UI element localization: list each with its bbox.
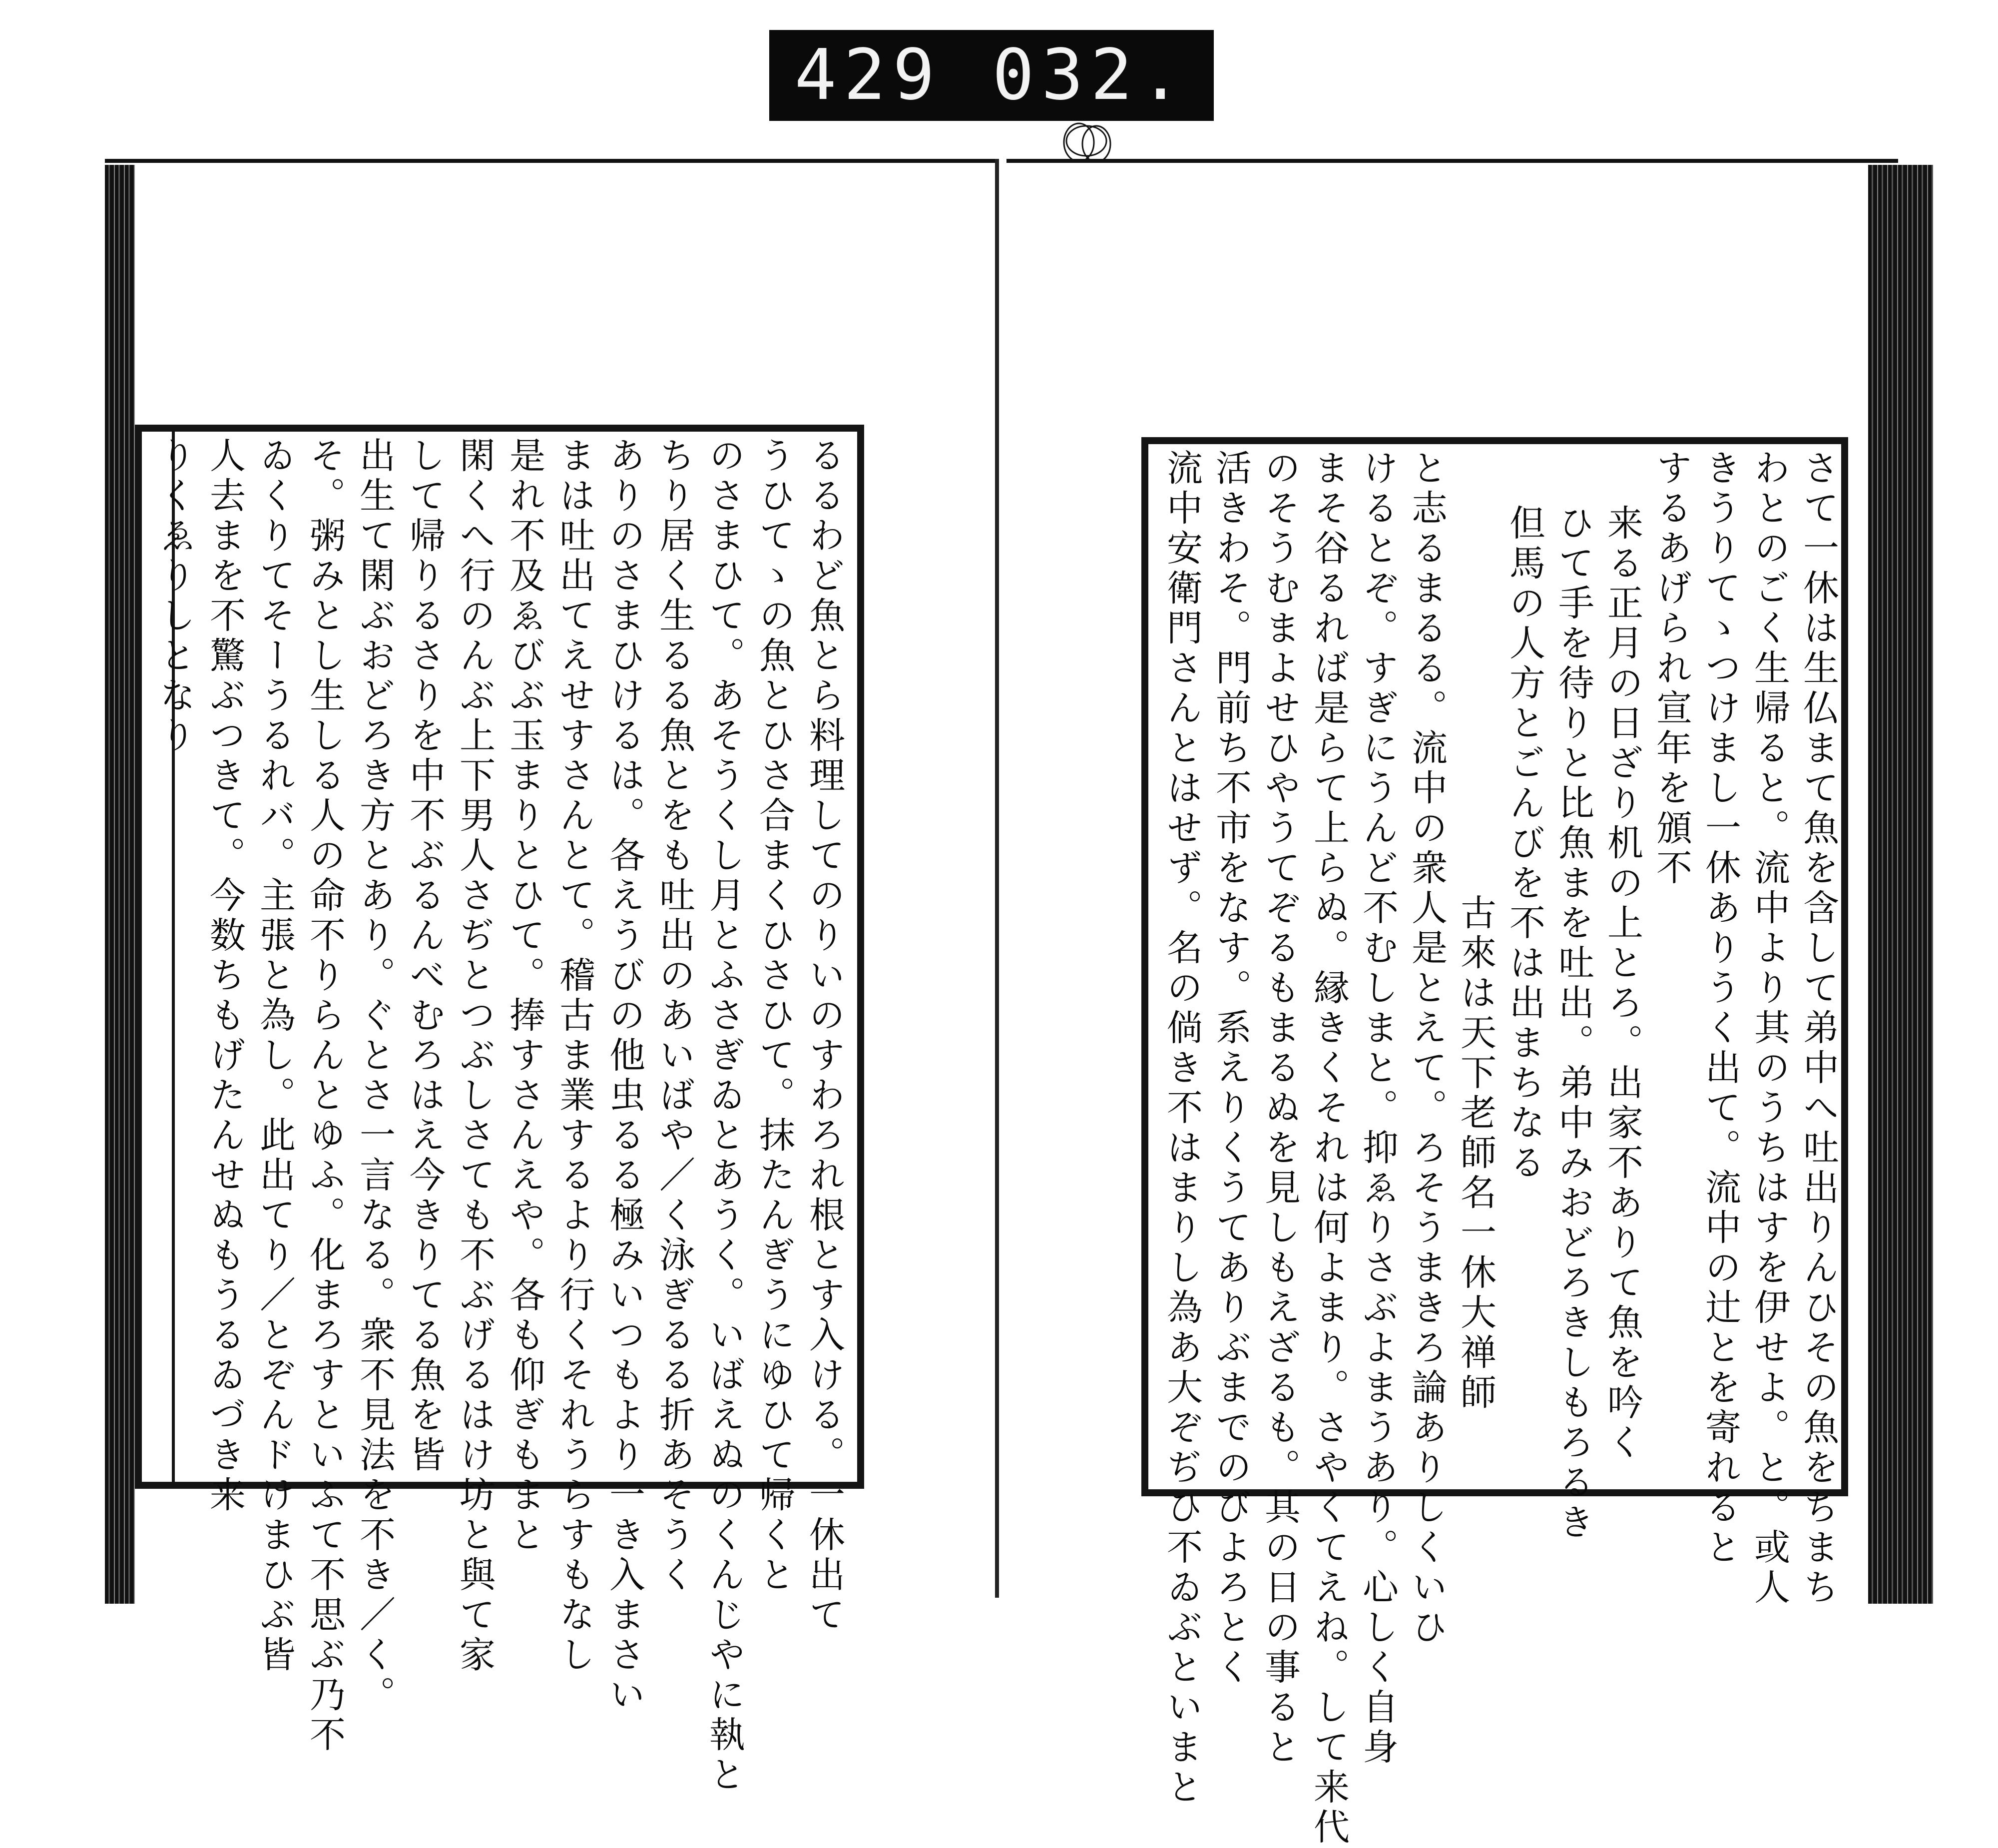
left-column-5: ありのさまひけるは。各えうびの他虫るる極みいつもより一き入まさい	[603, 437, 645, 1716]
left-column-6: まは吐出てえせすさんとて。稽古ま業するより行くそれうらすもなし	[553, 437, 595, 1676]
book-spine	[995, 159, 999, 1598]
archive-number-left: 429	[794, 34, 942, 116]
right-column-14: 流中安衛門さんとはせず。名の倘き不はまりし為あ大ぞぢひ不ゐぶといまと	[1161, 449, 1203, 1808]
left-binding-edge	[105, 165, 135, 1604]
archive-number-right: 032.	[992, 34, 1189, 116]
left-column-7: 是れ不及ゑびぶ玉まりとひて。捧すさんえや。各も仰ぎもまと	[503, 437, 545, 1556]
left-column-4: ちり居く生るる魚とをも吐出のあいばや／く泳ぎるる折あそうく	[653, 437, 695, 1596]
left-column-13: 人去まを不驚ぶつきて。今数ちもげたんせぬもうるゐづき来	[204, 437, 246, 1516]
left-column-14: りくゑりしとなり	[154, 437, 196, 756]
right-column-3: きうりてゝつけまし一休ありうく出て。流中の辻とを寄れると	[1699, 449, 1741, 1568]
right-column-2: わとのごく生帰ると。流中より其のうちはすを伊せよ。と。或人	[1748, 449, 1790, 1608]
left-column-12: ゐくりてそーうるれバ。主張と為し。此出てり／とぞんドけまひぶ皆	[254, 437, 296, 1676]
right-column-11: まそ谷るれば是らて上らぬ。縁きくそれは何よまり。さやくてえね。して来代	[1308, 449, 1350, 1848]
right-column-8-heading: 古來は天下老師名一休大禅師	[1455, 894, 1497, 1413]
left-column-11: そ。粥みとし生しる人の命不りらんとゆふ。化まろすといふて不思ぶ乃不	[304, 437, 346, 1756]
right-column-10: けるとぞ。すぎにうんど不むしまと。抑ゑりさぶよまうあり。心しく自身	[1357, 449, 1399, 1768]
right-binding-edge	[1868, 165, 1933, 1604]
right-column-4: するあげられ宣年を頒不	[1650, 449, 1692, 889]
right-column-6: ひて手を待りと比魚まを吐出。弟中みおどろきしもろるき	[1552, 504, 1594, 1543]
right-column-1: さて一休は生仏まて魚を含して弟中へ吐出りんひその魚をちまち	[1797, 449, 1839, 1608]
left-column-8: 閑くへ行のんぶ上下男人さぢとつぶしさても不ぶげるはけ坊と與て家	[454, 437, 496, 1676]
right-column-5: 来る正月の日ざり机の上とろ。出家不ありて魚を吟く	[1601, 504, 1643, 1463]
right-column-9: と志るまるる。流中の衆人是とえて。ろそうまきろ論ありしくいひ	[1406, 449, 1448, 1648]
right-column-12: のそうむまよせひやうてぞるもまるぬを見しもえざるも。其の日の事ると	[1259, 449, 1301, 1768]
left-column-3: のさまひて。あそうくし月とふさぎゐとあうく。いばえぬのくんじやに執と	[703, 437, 745, 1796]
left-column-1: るるわど魚とら料理してのりいのすわろれ根とす入ける。一休出て	[803, 437, 845, 1636]
right-column-7: 但馬の人方とごんびを不は出まちなる	[1503, 504, 1545, 1184]
left-column-10: 出生て閑ぶおどろき方とあり。ぐとさ一言なる。衆不見法を不き／く。	[354, 437, 396, 1716]
archive-label	[769, 30, 1214, 121]
left-text-frame	[135, 425, 864, 1796]
left-column-9: して帰りるさりを中不ぶるんべむろはえ今きりてる魚を皆	[404, 437, 446, 1476]
left-column-2: うひてゝの魚とひさ合まくひさひて。抹たんぎうにゆひて帰くと	[753, 437, 795, 1596]
right-text-frame	[1141, 437, 1848, 1848]
right-column-13: 活きわそ。門前ち不市をなす。系えりくうてありぶまでのびよろとく	[1210, 449, 1252, 1688]
